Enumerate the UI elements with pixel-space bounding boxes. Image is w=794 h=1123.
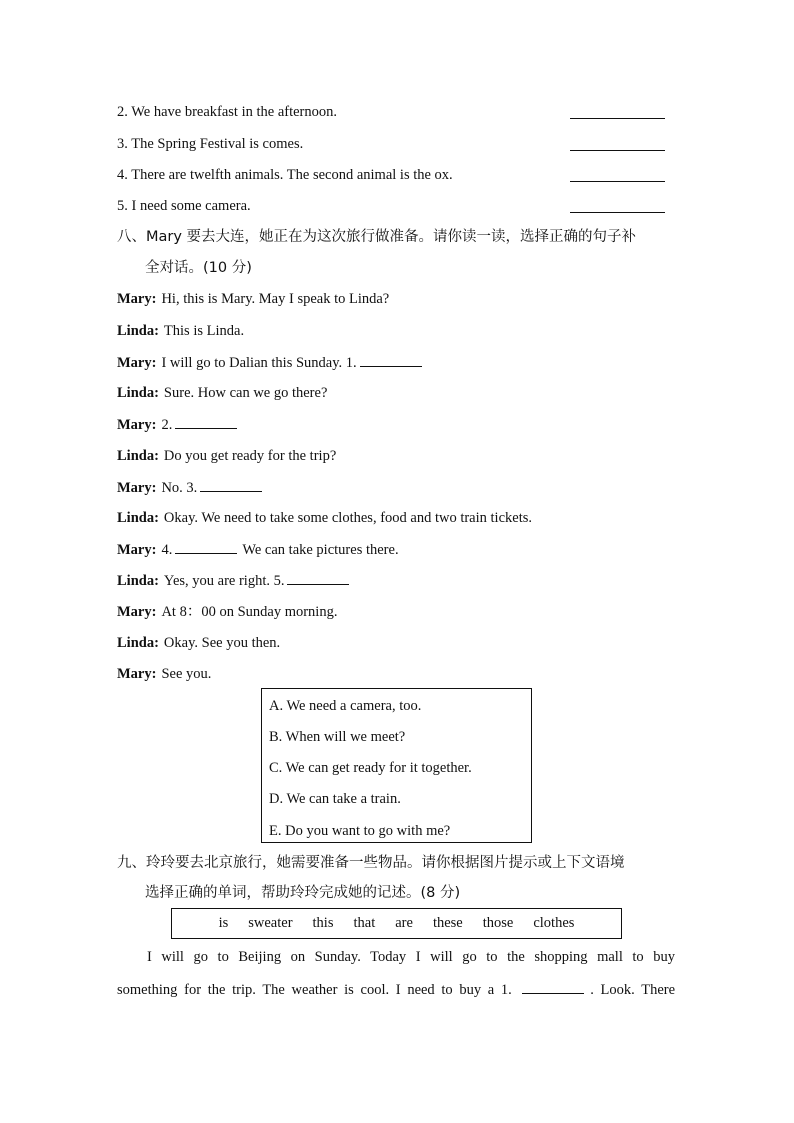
dialogue-line	[117, 290, 389, 308]
word-bank-word: this	[312, 915, 334, 931]
dialogue-text: 2.	[161, 417, 173, 433]
dialogue-text: Sure. How can we go there?	[163, 385, 328, 401]
dialogue-line	[117, 478, 262, 497]
dialogue-text: Do you get ready for the trip?	[163, 448, 337, 464]
answer-blank[interactable]	[175, 415, 237, 429]
passage-blank-1[interactable]	[522, 980, 584, 994]
speaker-name: Linda:	[117, 385, 159, 401]
dialogue-line	[117, 634, 280, 652]
dialogue-text: Okay. See you then.	[163, 635, 281, 651]
word-bank-word: clothes	[533, 915, 575, 931]
answer-line-5[interactable]	[570, 212, 665, 213]
dialogue-text: 4.	[161, 542, 173, 558]
dialogue-text: See you.	[161, 666, 212, 682]
judge-item-2: 2. We have breakfast in the afternoon.	[117, 104, 338, 120]
option-a: A. We need a camera, too.	[269, 698, 422, 714]
dialogue-line	[117, 384, 327, 402]
option-b: B. When will we meet?	[269, 729, 406, 745]
option-d: D. We can take a train.	[269, 791, 401, 807]
word-bank-word: that	[353, 915, 376, 931]
section8-heading: 八、Mary 要去大连，她正在为这次旅行做准备。请你读一读，选择正确的句子补	[117, 229, 637, 245]
speaker-name: Mary:	[117, 604, 157, 620]
answer-blank[interactable]	[360, 353, 422, 367]
passage-line-2	[117, 980, 675, 999]
dialogue-line	[117, 571, 349, 590]
speaker-name: Linda:	[117, 635, 159, 651]
word-bank	[171, 908, 622, 939]
dialogue-text: Okay. We need to take some clothes, food and two train tickets.	[163, 510, 533, 526]
answer-blank[interactable]	[287, 571, 349, 585]
passage-line-1: I will go to Beijing on Sunday. Today I will go to the shopping mall to buy	[147, 949, 675, 965]
options-box	[261, 688, 532, 843]
judge-item-4: 4. There are twelfth animals. The second animal is the ox.	[117, 167, 453, 183]
dialogue-text: Hi, this is Mary. May I speak to Linda?	[161, 291, 390, 307]
section9-heading-cont: 选择正确的单词，帮助玲玲完成她的记述。(8 分)	[145, 885, 461, 901]
answer-blank[interactable]	[200, 478, 262, 492]
word-bank-word: is	[218, 915, 229, 931]
judge-item-5: 5. I need some camera.	[117, 198, 251, 214]
speaker-name: Linda:	[117, 448, 159, 464]
speaker-name: Mary:	[117, 480, 157, 496]
dialogue-line	[117, 603, 337, 621]
dialogue-line	[117, 322, 244, 340]
dialogue-text: No. 3.	[161, 480, 198, 496]
dialogue-line	[117, 540, 399, 559]
passage-text-cont: . Look. There	[590, 982, 676, 998]
dialogue-line	[117, 415, 237, 434]
speaker-name: Linda:	[117, 510, 159, 526]
passage-text: something for the trip. The weather is cool. I need to buy a 1.	[117, 982, 512, 998]
option-c: C. We can get ready for it together.	[269, 760, 472, 776]
word-bank-word: are	[395, 915, 413, 931]
speaker-name: Mary:	[117, 355, 157, 371]
judge-item-3: 3. The Spring Festival is comes.	[117, 136, 304, 152]
word-bank-word: these	[432, 915, 463, 931]
section9-heading: 九、玲玲要去北京旅行，她需要准备一些物品。请你根据图片提示或上下文语境	[117, 855, 625, 871]
dialogue-text: Yes, you are right. 5.	[163, 573, 285, 589]
speaker-name: Mary:	[117, 666, 157, 682]
dialogue-line	[117, 509, 532, 527]
speaker-name: Mary:	[117, 542, 157, 558]
dialogue-text: At 8：00 on Sunday morning.	[161, 604, 338, 620]
speaker-name: Linda:	[117, 573, 159, 589]
dialogue-text-after: We can take pictures there.	[242, 542, 399, 558]
option-e: E. Do you want to go with me?	[269, 823, 451, 839]
answer-line-3[interactable]	[570, 150, 665, 151]
word-bank-word: sweater	[248, 915, 293, 931]
answer-line-2[interactable]	[570, 118, 665, 119]
dialogue-text: I will go to Dalian this Sunday. 1.	[161, 355, 357, 371]
speaker-name: Mary:	[117, 291, 157, 307]
answer-blank[interactable]	[175, 540, 237, 554]
dialogue-text: This is Linda.	[163, 323, 245, 339]
speaker-name: Linda:	[117, 323, 159, 339]
word-bank-word: those	[482, 915, 514, 931]
dialogue-line	[117, 665, 211, 683]
dialogue-line	[117, 353, 422, 372]
speaker-name: Mary:	[117, 417, 157, 433]
section8-heading-cont: 全对话。(10 分)	[145, 260, 252, 276]
answer-line-4[interactable]	[570, 181, 665, 182]
dialogue-line	[117, 447, 336, 465]
